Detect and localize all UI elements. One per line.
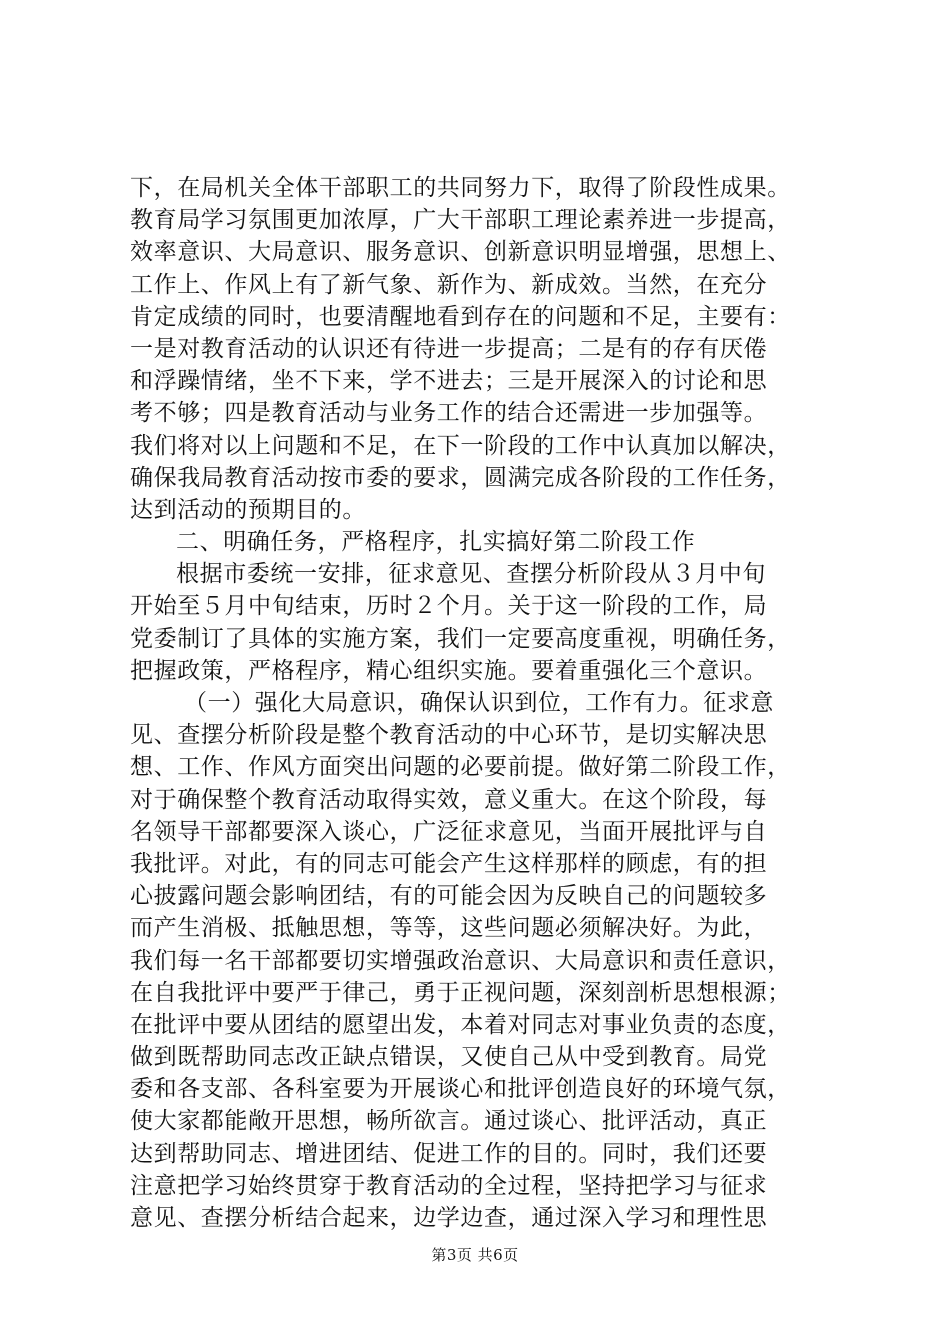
text-line: 做到既帮助同志改正缺点错误，又使自己从中受到教育。局党 [130, 1044, 768, 1071]
text-line: 我们将对以上问题和不足，在下一阶段的工作中认真加以解决， [130, 432, 791, 459]
text-line: 党委制订了具体的实施方案，我们一定要高度重视，明确任务， [130, 625, 791, 652]
text-line: 达到活动的预期目的。 [130, 496, 366, 523]
text-line: 达到帮助同志、增进团结、促进工作的目的。同时，我们还要 [130, 1140, 768, 1167]
paragraph-start-line: 根据市委统一安排，征求意见、查摆分析阶段从３月中旬 [176, 561, 766, 588]
text-line: 效率意识、大局意识、服务意识、创新意识明显增强，思想上、 [130, 239, 791, 266]
section-heading: 二、明确任务，严格程序，扎实搞好第二阶段工作 [176, 529, 696, 556]
text-line: 开始至５月中旬结束，历时２个月。关于这一阶段的工作，局 [130, 593, 768, 620]
text-line: 教育局学习氛围更加浓厚，广大干部职工理论素养进一步提高， [130, 207, 791, 234]
text-line: 委和各支部、各科室要为开展谈心和批评创造良好的环境气氛， [130, 1076, 791, 1103]
text-line: 工作上、作风上有了新气象、新作为、新成效。当然，在充分 [130, 271, 768, 298]
text-line: 和浮躁情绪，坐不下来，学不进去；三是开展深入的讨论和思 [130, 368, 768, 395]
text-line: 一是对教育活动的认识还有待进一步提高；二是有的存有厌倦 [130, 335, 768, 362]
text-line: 注意把学习始终贯穿于教育活动的全过程，坚持把学习与征求 [130, 1172, 768, 1199]
text-line: 确保我局教育活动按市委的要求，圆满完成各阶段的工作任务， [130, 464, 791, 491]
subsection-start-line: （一）强化大局意识，确保认识到位，工作有力。征求意 [184, 690, 774, 716]
text-line: 我们每一名干部都要切实增强政治意识、大局意识和责任意识， [130, 947, 791, 974]
page-number-footer: 第3页 共6页 [431, 1246, 519, 1264]
text-line: 而产生消极、抵触思想，等等，这些问题必须解决好。为此， [130, 915, 768, 942]
text-line: 把握政策，严格程序，精心组织实施。要着重强化三个意识。 [130, 657, 768, 684]
text-line: 对于确保整个教育活动取得实效，意义重大。在这个阶段，每 [130, 786, 768, 813]
text-line: 意见、查摆分析结合起来，边学边查，通过深入学习和理性思 [130, 1205, 768, 1231]
text-line: 心披露问题会影响团结，有的可能会因为反映自己的问题较多 [130, 883, 768, 910]
text-line: 我批评。对此，有的同志可能会产生这样那样的顾虑，有的担 [130, 850, 768, 877]
text-line: 下，在局机关全体干部职工的共同努力下，取得了阶段性成果。 [130, 175, 791, 201]
document-body [130, 172, 830, 1234]
text-line: 肯定成绩的同时，也要清醒地看到存在的问题和不足，主要有： [130, 303, 791, 330]
text-line: 见、查摆分析阶段是整个教育活动的中心环节，是切实解决思 [130, 722, 768, 749]
text-line: 在批评中要从团结的愿望出发，本着对同志对事业负责的态度， [130, 1011, 791, 1038]
text-line: 在自我批评中要严于律己，勇于正视问题，深刻剖析思想根源； [130, 979, 791, 1006]
text-line: 考不够；四是教育活动与业务工作的结合还需进一步加强等。 [130, 400, 768, 427]
text-line: 想、工作、作风方面突出问题的必要前提。做好第二阶段工作， [130, 754, 791, 781]
text-line: 使大家都能敞开思想，畅所欲言。通过谈心、批评活动，真正 [130, 1108, 768, 1135]
text-line: 名领导干部都要深入谈心，广泛征求意见，当面开展批评与自 [130, 818, 768, 845]
